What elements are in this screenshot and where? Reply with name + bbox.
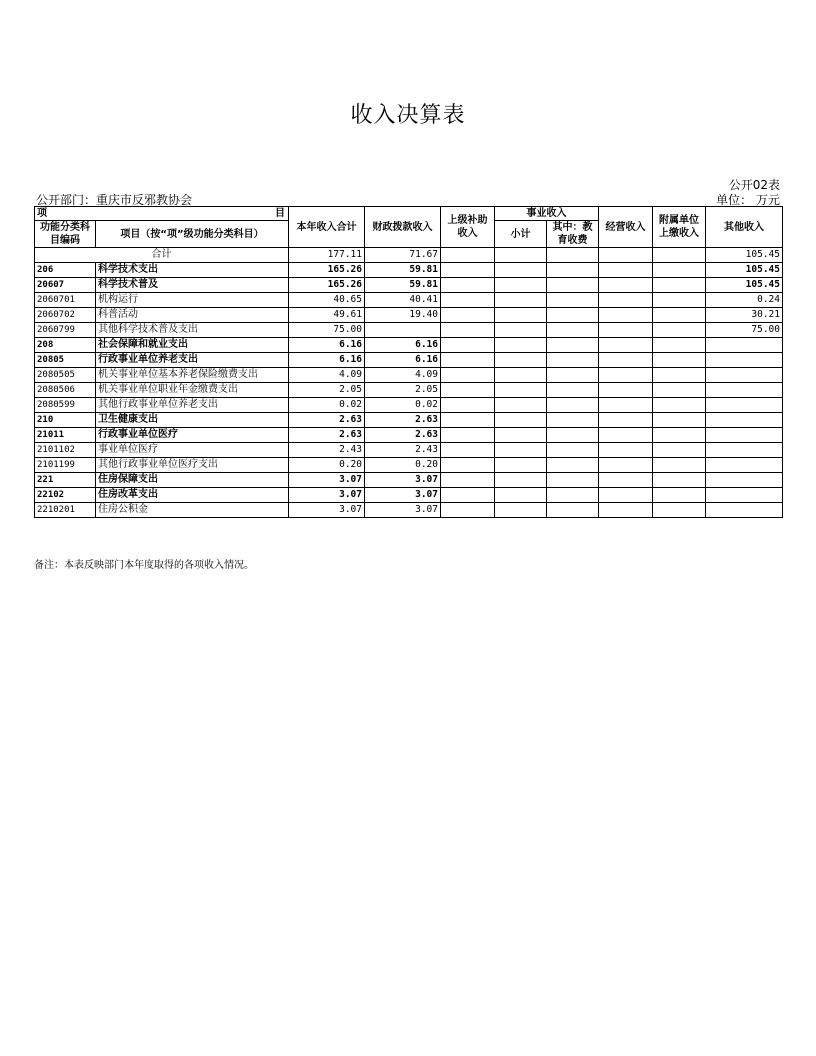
row-total: 2.63 — [289, 428, 365, 443]
row-edu-fee — [547, 308, 599, 323]
row-other — [706, 368, 783, 383]
row-other — [706, 383, 783, 398]
row-code: 2080505 — [35, 368, 96, 383]
row-fiscal — [365, 323, 441, 338]
row-operating — [599, 293, 653, 308]
unit-label: 单位： 万元 — [716, 193, 780, 207]
row-name: 科学技术普及 — [96, 278, 289, 293]
header-edu-fee: 其中：教育收费 — [547, 221, 599, 248]
row-other: 75.00 — [706, 323, 783, 338]
row-other — [706, 473, 783, 488]
row-subtotal — [495, 323, 547, 338]
row-total: 0.02 — [289, 398, 365, 413]
row-total: 0.20 — [289, 458, 365, 473]
table-row — [35, 473, 783, 488]
header-subtotal: 小计 — [495, 221, 547, 248]
row-subtotal — [495, 353, 547, 368]
row-total: 2.05 — [289, 383, 365, 398]
row-subtotal — [495, 398, 547, 413]
row-total: 165.26 — [289, 263, 365, 278]
table-row — [35, 338, 783, 353]
row-other — [706, 488, 783, 503]
row-name: 科学技术支出 — [96, 263, 289, 278]
row-superior — [441, 263, 495, 278]
row-operating — [599, 473, 653, 488]
row-operating — [599, 443, 653, 458]
row-superior — [441, 338, 495, 353]
row-affiliated — [653, 338, 706, 353]
row-superior — [441, 383, 495, 398]
row-superior — [441, 488, 495, 503]
row-fiscal: 59.81 — [365, 278, 441, 293]
row-code: 20805 — [35, 353, 96, 368]
row-affiliated — [653, 413, 706, 428]
row-fiscal: 2.05 — [365, 383, 441, 398]
header-other: 其他收入 — [706, 207, 783, 248]
form-number: 公开02表 — [728, 178, 780, 192]
row-subtotal — [495, 368, 547, 383]
row-edu-fee — [547, 398, 599, 413]
row-edu-fee — [547, 323, 599, 338]
total-edu-fee — [547, 248, 599, 263]
table-row — [35, 353, 783, 368]
header-total: 本年收入合计 — [289, 207, 365, 248]
row-operating — [599, 488, 653, 503]
table-row — [35, 398, 783, 413]
row-fiscal: 6.16 — [365, 353, 441, 368]
row-operating — [599, 398, 653, 413]
total-operating — [599, 248, 653, 263]
row-fiscal: 40.41 — [365, 293, 441, 308]
row-other: 0.24 — [706, 293, 783, 308]
row-name: 住房改革支出 — [96, 488, 289, 503]
footnote: 备注：本表反映部门本年度取得的各项收入情况。 — [34, 560, 254, 571]
row-superior — [441, 293, 495, 308]
row-subtotal — [495, 503, 547, 518]
row-fiscal: 2.63 — [365, 428, 441, 443]
row-superior — [441, 503, 495, 518]
row-superior — [441, 443, 495, 458]
row-name: 卫生健康支出 — [96, 413, 289, 428]
row-superior — [441, 278, 495, 293]
header-superior: 上级补助收入 — [441, 207, 495, 248]
row-total: 75.00 — [289, 323, 365, 338]
header-operating: 经营收入 — [599, 207, 653, 248]
row-name: 科普活动 — [96, 308, 289, 323]
row-operating — [599, 338, 653, 353]
row-operating — [599, 368, 653, 383]
row-other — [706, 443, 783, 458]
row-code: 2060799 — [35, 323, 96, 338]
total-label: 合计 — [35, 248, 289, 263]
row-subtotal — [495, 338, 547, 353]
row-fiscal: 3.07 — [365, 473, 441, 488]
header-item-right: 目 — [275, 208, 285, 219]
table-row — [35, 278, 783, 293]
row-subtotal — [495, 443, 547, 458]
row-code: 20607 — [35, 278, 96, 293]
row-operating — [599, 503, 653, 518]
table-row — [35, 383, 783, 398]
table-row — [35, 503, 783, 518]
row-edu-fee — [547, 383, 599, 398]
row-superior — [441, 458, 495, 473]
row-code: 2101199 — [35, 458, 96, 473]
row-other — [706, 353, 783, 368]
row-total: 2.43 — [289, 443, 365, 458]
row-total: 3.07 — [289, 473, 365, 488]
row-name: 行政事业单位养老支出 — [96, 353, 289, 368]
row-code: 21011 — [35, 428, 96, 443]
row-name: 行政事业单位医疗 — [96, 428, 289, 443]
row-subtotal — [495, 278, 547, 293]
row-affiliated — [653, 323, 706, 338]
row-affiliated — [653, 383, 706, 398]
row-fiscal: 19.40 — [365, 308, 441, 323]
row-edu-fee — [547, 263, 599, 278]
row-total: 4.09 — [289, 368, 365, 383]
row-total: 40.65 — [289, 293, 365, 308]
row-code: 2060701 — [35, 293, 96, 308]
row-edu-fee — [547, 443, 599, 458]
row-operating — [599, 323, 653, 338]
header-fiscal: 财政拨款收入 — [365, 207, 441, 248]
table-row — [35, 443, 783, 458]
table-row — [35, 323, 783, 338]
row-subtotal — [495, 413, 547, 428]
row-subtotal — [495, 308, 547, 323]
row-fiscal: 2.43 — [365, 443, 441, 458]
row-operating — [599, 428, 653, 443]
table-row — [35, 458, 783, 473]
row-affiliated — [653, 488, 706, 503]
total-fiscal: 71.67 — [365, 248, 441, 263]
row-other — [706, 458, 783, 473]
row-affiliated — [653, 278, 706, 293]
row-fiscal: 59.81 — [365, 263, 441, 278]
row-edu-fee — [547, 293, 599, 308]
total-affiliated — [653, 248, 706, 263]
row-edu-fee — [547, 428, 599, 443]
row-total: 6.16 — [289, 353, 365, 368]
table-row — [35, 293, 783, 308]
row-operating — [599, 308, 653, 323]
row-subtotal — [495, 473, 547, 488]
row-other — [706, 338, 783, 353]
row-code: 208 — [35, 338, 96, 353]
row-code: 2080506 — [35, 383, 96, 398]
row-code: 2101102 — [35, 443, 96, 458]
row-name: 其他行政事业单位养老支出 — [96, 398, 289, 413]
row-name: 机构运行 — [96, 293, 289, 308]
row-total: 2.63 — [289, 413, 365, 428]
row-superior — [441, 473, 495, 488]
row-affiliated — [653, 308, 706, 323]
row-fiscal: 0.02 — [365, 398, 441, 413]
header-code: 功能分类科目编码 — [35, 221, 96, 248]
row-fiscal: 2.63 — [365, 413, 441, 428]
row-superior — [441, 308, 495, 323]
row-superior — [441, 413, 495, 428]
row-total: 165.26 — [289, 278, 365, 293]
row-edu-fee — [547, 368, 599, 383]
row-total: 49.61 — [289, 308, 365, 323]
row-other: 105.45 — [706, 263, 783, 278]
row-affiliated — [653, 428, 706, 443]
row-operating — [599, 383, 653, 398]
row-other — [706, 503, 783, 518]
row-other — [706, 398, 783, 413]
row-superior — [441, 428, 495, 443]
row-code: 210 — [35, 413, 96, 428]
row-other — [706, 413, 783, 428]
row-superior — [441, 398, 495, 413]
row-fiscal: 6.16 — [365, 338, 441, 353]
row-name: 机关事业单位基本养老保险缴费支出 — [96, 368, 289, 383]
row-edu-fee — [547, 503, 599, 518]
row-fiscal: 3.07 — [365, 488, 441, 503]
row-total: 3.07 — [289, 488, 365, 503]
row-subtotal — [495, 458, 547, 473]
income-table — [34, 206, 783, 518]
row-subtotal — [495, 293, 547, 308]
row-code: 22102 — [35, 488, 96, 503]
row-operating — [599, 353, 653, 368]
row-subtotal — [495, 428, 547, 443]
row-superior — [441, 368, 495, 383]
row-code: 2080599 — [35, 398, 96, 413]
row-edu-fee — [547, 338, 599, 353]
row-operating — [599, 263, 653, 278]
row-subtotal — [495, 383, 547, 398]
table-row — [35, 263, 783, 278]
row-code: 221 — [35, 473, 96, 488]
row-affiliated — [653, 503, 706, 518]
table-row — [35, 428, 783, 443]
table-row — [35, 368, 783, 383]
row-operating — [599, 458, 653, 473]
header-business: 事业收入 — [495, 207, 599, 221]
total-other: 105.45 — [706, 248, 783, 263]
row-total: 6.16 — [289, 338, 365, 353]
row-edu-fee — [547, 278, 599, 293]
row-superior — [441, 323, 495, 338]
row-subtotal — [495, 488, 547, 503]
row-code: 2060702 — [35, 308, 96, 323]
row-edu-fee — [547, 488, 599, 503]
row-name: 其他行政事业单位医疗支出 — [96, 458, 289, 473]
row-fiscal: 4.09 — [365, 368, 441, 383]
row-code: 206 — [35, 263, 96, 278]
row-edu-fee — [547, 458, 599, 473]
row-name: 其他科学技术普及支出 — [96, 323, 289, 338]
row-operating — [599, 413, 653, 428]
row-affiliated — [653, 443, 706, 458]
table-body — [35, 248, 783, 518]
header-affiliated: 附属单位上缴收入 — [653, 207, 706, 248]
row-fiscal: 3.07 — [365, 503, 441, 518]
row-other — [706, 428, 783, 443]
row-affiliated — [653, 263, 706, 278]
table-row — [35, 413, 783, 428]
row-edu-fee — [547, 353, 599, 368]
total-row — [35, 248, 783, 263]
row-operating — [599, 278, 653, 293]
table-row — [35, 308, 783, 323]
row-name: 住房保障支出 — [96, 473, 289, 488]
row-name: 事业单位医疗 — [96, 443, 289, 458]
row-affiliated — [653, 398, 706, 413]
row-name: 社会保障和就业支出 — [96, 338, 289, 353]
row-fiscal: 0.20 — [365, 458, 441, 473]
row-edu-fee — [547, 413, 599, 428]
row-other: 30.21 — [706, 308, 783, 323]
row-edu-fee — [547, 473, 599, 488]
row-affiliated — [653, 473, 706, 488]
row-name: 机关事业单位职业年金缴费支出 — [96, 383, 289, 398]
total-superior — [441, 248, 495, 263]
row-affiliated — [653, 293, 706, 308]
row-name: 住房公积金 — [96, 503, 289, 518]
row-code: 2210201 — [35, 503, 96, 518]
header-item-left: 项 — [37, 208, 47, 219]
total-subtotal — [495, 248, 547, 263]
header-item — [35, 207, 289, 221]
row-affiliated — [653, 353, 706, 368]
row-superior — [441, 353, 495, 368]
row-subtotal — [495, 263, 547, 278]
page-title: 收入决算表 — [350, 103, 466, 128]
row-affiliated — [653, 458, 706, 473]
row-other: 105.45 — [706, 278, 783, 293]
department-label: 公开部门：重庆市反邪教协会 — [36, 193, 193, 207]
header-name: 项目（按“项”级功能分类科目） — [96, 221, 289, 248]
row-affiliated — [653, 368, 706, 383]
total-amount: 177.11 — [289, 248, 365, 263]
table-row — [35, 488, 783, 503]
row-total: 3.07 — [289, 503, 365, 518]
